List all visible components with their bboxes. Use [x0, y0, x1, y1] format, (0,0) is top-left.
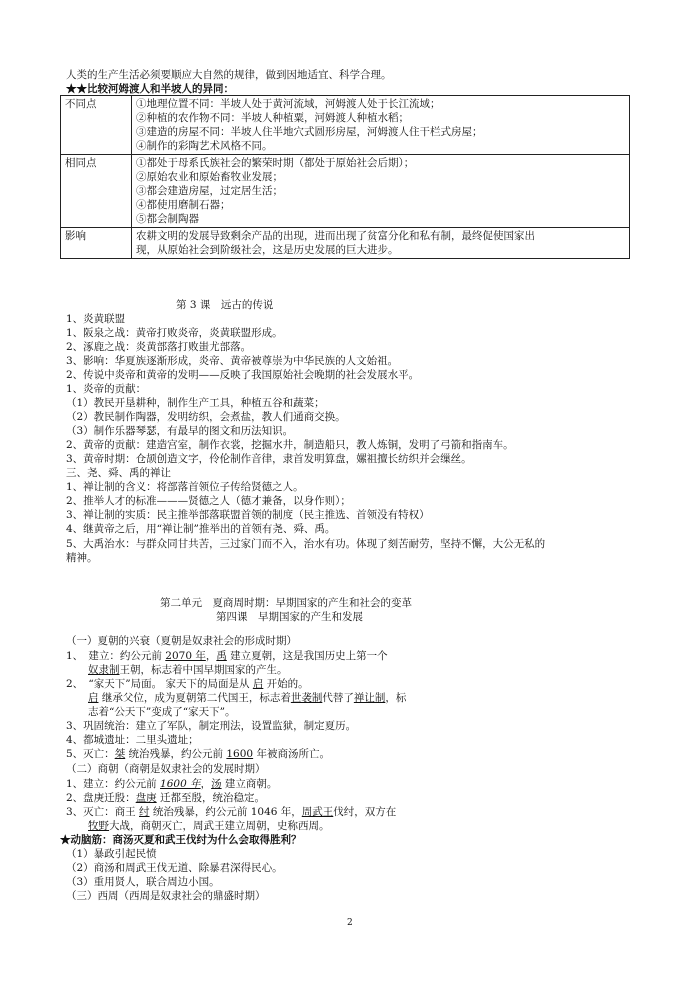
text-line: 5、大禹治水：与群众同甘共苦，三过家门而不入，治水有功。体现了刻苦耐劳，坚持不懈，大公无私的: [66, 538, 546, 550]
cell-line: ②种植的农作物不同：半坡人种植粟，河姆渡人种植水稻；: [136, 112, 409, 124]
text-line: [88, 663, 288, 677]
cell-line: ⑤都会制陶器: [136, 213, 199, 225]
text-line: 4、继黄帝之后，用“禅让制”推举出的首领有尧、舜、禹。: [66, 523, 336, 535]
cell-line: ①地理位置不同：半坡人处于黄河流域，河姆渡人处于长江流域；: [136, 98, 441, 110]
text-line: （3）制作乐器琴瑟，有最早的图文和历法知识。: [66, 425, 294, 437]
lesson4-title: 第四课 早期国家的产生和发展: [216, 611, 363, 623]
text-span: 统治残暴，约公元前: [125, 748, 227, 760]
text-line: （1）教民开垦耕种，制作生产工具，种植五谷和蔬菜；: [66, 397, 325, 409]
text-line: 2、黄帝的贡献：建造宫室，制作衣裳，挖掘水井，制造船只，教人炼铜，发明了弓箭和指南车。: [66, 439, 514, 451]
abdication-term: 禅让制: [353, 692, 386, 704]
text-line: 1、阪泉之战：黄帝打败炎帝，炎黄联盟形成。: [66, 327, 283, 339]
muye-name: 牧野: [88, 820, 109, 832]
text-span: 迁都至殷，统治稳定。: [156, 792, 266, 804]
shang-heading: （二）商朝（商朝是奴隶社会的发展时期）: [66, 763, 266, 775]
text-span: 1、建立：约公元前: [66, 778, 161, 790]
cell-line: ④制作的彩陶艺术风格不同。: [136, 140, 273, 152]
cell-line: ③都会建造房屋，过定居生活；: [136, 185, 283, 197]
row-head: 不同点: [61, 96, 132, 155]
text-line: 4、都城遗址：二里头遗址；: [66, 734, 199, 746]
cell-line: ③建造的房屋不同：半坡人住半地穴式圆形房屋，河姆渡人住干栏式房屋；: [136, 126, 483, 138]
text-line: [88, 819, 330, 833]
think-question: ★动脑筋：商汤灭夏和武王伐纣为什么会取得胜利？: [60, 834, 302, 846]
text-line: 三、尧、舜、禹的禅让: [66, 467, 171, 479]
text-span: 大战，商朝灭亡，周武王建立周朝，史称西周。: [109, 820, 330, 832]
text-span: 建立商朝。: [221, 778, 278, 790]
shang-year: 1600 年: [160, 778, 201, 790]
wuwang-name: 周武王: [301, 806, 334, 818]
xia-founder: 禹: [216, 650, 227, 662]
text-line: 1、炎帝的贡献：: [66, 383, 147, 395]
text-span: 代替了: [322, 692, 354, 704]
cell-line: 农耕文明的发展导致剩余产品的出现，进而出现了贫富分化和私有制，最终促使国家出: [136, 230, 535, 242]
pangeng-name: 盘庚: [135, 792, 157, 804]
row-head: 相同点: [61, 155, 132, 228]
intro-line: 人类的生产生活必须要顺应大自然的规律，做到因地适宜、科学合理。: [66, 69, 392, 81]
cell-line: 现，从原始社会到阶级社会，这是历史发展的巨大进步。: [136, 244, 399, 256]
text-span: 王朝，标志着中国早期国家的产生。: [119, 664, 288, 676]
text-line: [66, 747, 330, 761]
qi-name: 启: [252, 678, 264, 690]
row-body: [132, 228, 630, 259]
text-span: ，: [205, 650, 217, 662]
text-line: [66, 777, 277, 791]
text-line: 精神。: [66, 552, 98, 564]
text-line: （2）商汤和周武王伐无道、除暴君深得民心。: [66, 862, 283, 874]
text-line: [66, 805, 396, 819]
table-row: [61, 155, 630, 228]
text-line: （1）暴政引起民愤: [66, 848, 157, 860]
text-line: （3）重用贤人，联合周边小国。: [66, 876, 220, 888]
text-line: 2、传说中炎帝和黄帝的发明——反映了我国原始社会晚期的社会发展水平。: [66, 369, 420, 381]
jie-name: 桀: [114, 748, 126, 760]
qi-name: 启: [88, 692, 99, 704]
zhou-king-name: 纣: [139, 806, 150, 818]
row-body: [132, 155, 630, 228]
lesson3-title: 第 3 课 远古的传说: [176, 299, 274, 311]
text-line: 3、影响：华夏族逐渐形成，炎帝、黄帝被尊崇为中华民族的人文始祖。: [66, 355, 399, 367]
text-span: 年被商汤所亡。: [253, 748, 330, 760]
text-span: 建立夏朝，这是我国历史上第一个: [226, 650, 388, 662]
table-row: [61, 96, 630, 155]
text-span: 1、 建立：约公元前: [66, 650, 166, 662]
text-line: 2、涿鹿之战：炎黄部落打败蚩尤部落。: [66, 341, 252, 353]
text-span: ，: [200, 778, 212, 790]
unit-title: 第二单元 夏商周时期：早期国家的产生和社会的变革: [160, 597, 412, 609]
zhou-heading: （三）西周（西周是奴隶社会的鼎盛时期）: [66, 890, 266, 902]
page-number: 2: [347, 918, 353, 928]
text-line: 1、炎黄联盟: [66, 313, 126, 325]
text-line: 3、禅让制的实质：民主推举部落联盟首领的制度（民主推选、首领没有特权）: [66, 509, 430, 521]
cell-line: ④都使用磨制石器；: [136, 199, 231, 211]
xia-heading: （一）夏朝的兴衰（夏朝是奴隶社会的形成时期）: [66, 635, 297, 647]
slavery-term: 奴隶制: [88, 664, 120, 676]
text-span: 2、盘庚迁殷：: [66, 792, 136, 804]
text-span: 统治残暴，约公元前 1046 年，: [149, 806, 302, 818]
xia-end-year: 1600: [226, 748, 254, 760]
cell-line: ①都处于母系氏族社会的繁荣时期（都处于原始社会后期）；: [136, 157, 415, 169]
text-span: 2、 “家天下”局面。 家天下的局面是从: [66, 678, 253, 690]
comparison-table: [60, 95, 630, 259]
text-line: 2、推举人才的标准———贤德之人（德才兼备，以身作则）；: [66, 495, 351, 507]
text-line: [88, 691, 406, 705]
text-line: 志着“公天下”变成了“家天下”。: [88, 706, 236, 718]
table-row: [61, 228, 630, 259]
text-span: 开始的。: [263, 678, 309, 690]
text-span: ，标: [385, 692, 407, 704]
row-head: 影响: [61, 228, 132, 259]
text-line: 1、禅让制的含义：将部落首领位子传给贤德之人。: [66, 481, 304, 493]
text-line: [66, 649, 388, 663]
tang-name: 汤: [211, 778, 222, 790]
text-line: 3、黄帝时期：仓颉创造文字，伶伦制作音律，隶首发明算盘，嫘祖擅长纺织并会缫丝。: [66, 453, 472, 465]
text-line: （2）教民制作陶器，发明纺织，会煮盐，教人们通商交换。: [66, 411, 346, 423]
hereditary-term: 世袭制: [290, 692, 323, 704]
text-line: [66, 677, 309, 691]
text-span: 3、灭亡：商王: [66, 806, 140, 818]
xia-year: 2070 年: [165, 650, 206, 662]
compare-title: ★★比较河姆渡人和半坡人的异同：: [66, 83, 234, 95]
text-span: 伐纣，双方在: [333, 806, 397, 818]
text-line: 3、巩固统治：建立了军队，制定刑法，设置监狱，制定夏历。: [66, 720, 357, 732]
text-span: 5、灭亡：: [66, 748, 115, 760]
text-line: [66, 791, 265, 805]
row-body: [132, 96, 630, 155]
cell-line: ②原始农业和原始畜牧业发展；: [136, 171, 283, 183]
text-span: 继承父位，成为夏朝第二代国王，标志着: [98, 692, 291, 704]
